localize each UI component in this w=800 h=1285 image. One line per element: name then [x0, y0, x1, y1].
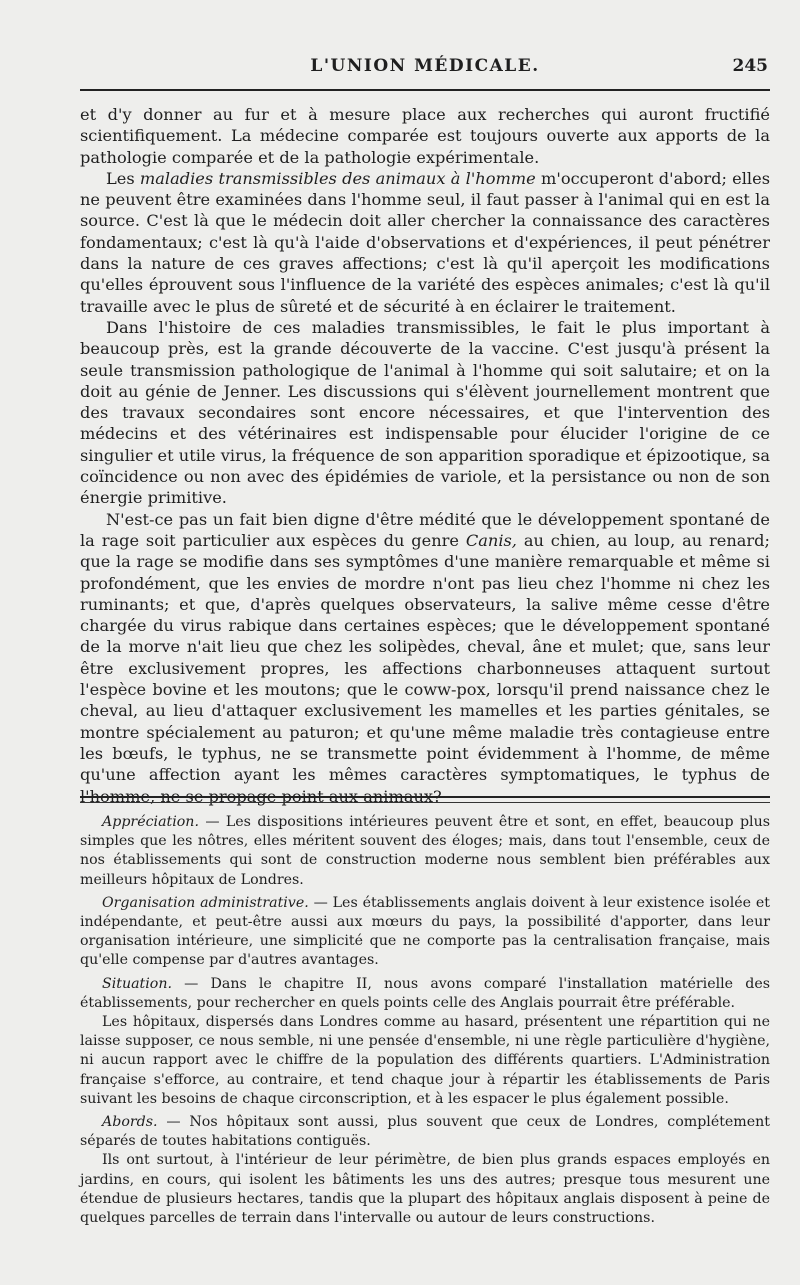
- lead-appreciation: Appréciation.: [102, 814, 199, 830]
- running-header: [80, 56, 770, 80]
- note-hopitaux: Les hôpitaux, dispersés dans Londres comme au hasard, présentent une répartition qui ne laisse supposer, ce nous semble, ni une pensée d'ensemble, ni une règle particulière d'hygiène, ni aucun rapport avec le chiffre de la population des différents quartiers. L'Administration française s'efforce, au contraire, et tend chaque jour à répartir les établissements de Paris suivant les besoins de chaque circonscription, et à les espacer le plus également possible.: [80, 1014, 770, 1107]
- note-organisation: Organisation administrative. — Les établissements anglais doivent à leur existence isolée et indépendante, et peut-être aussi aux mœurs du pays, la possibilité d'apporter, dans leur organisation intérieure, une simplicité que ne comporte pas la centralisation française, mais qu'elle compense par d'autres avantages.: [80, 894, 770, 969]
- note-abords: Abords. — Nos hôpitaux sont aussi, plus souvent que ceux de Londres, complétement séparés de toutes habitations contiguës.: [80, 1114, 770, 1150]
- note-situation: Situation. — Dans le chapitre II, nous avons comparé l'installation matérielle des établissements, pour rechercher en quels points celle des Anglais pourrait être préférable.: [80, 975, 770, 1011]
- header-rule: [80, 89, 770, 91]
- italic-phrase: maladies transmissibles des animaux à l'homme: [139, 168, 536, 188]
- paragraph-1: et d'y donner au fur et à mesure place aux recherches qui auront fructifié scientifiquement. La médecine comparée est toujours ouverte aux apports de la pathologie comparée et de la pathologie expérimentale.: [80, 105, 770, 167]
- italic-genus: Canis,: [465, 530, 517, 550]
- paragraph-4: N'est-ce pas un fait bien digne d'être médité que le développement spontané de la rage soit particulier aux espèces du genre Canis, au chien, au loup, au renard; que la rage se modifie dans ses symptômes d'une manière remarquable et même si profondément, que les envies de mordre n'ont pas lieu chez l'homme ni chez les ruminants; et que, d'après quelques observateurs, la salive même cesse d'être chargée du virus rabique dans certaines espèces; que le développement spontané de la morve n'ait lieu que chez les solipèdes, cheval, âne et mulet; que, sans leur être exclusivement propres, les affections charbonneuses attaquent surtout l'espèce bovine et les moutons; que le coww-pox, lorsqu'il prend naissance chez le cheval, au lieu d'attaquer exclusivement les mamelles et les parties génitales, se montre spécialement au paturon; et qu'une même maladie très contagieuse entre les bœufs, le typhus, ne se transmette point évidemment à l'homme, de même qu'une affection ayant les mêmes caractères symptomatiques, le typhus de l'homme, ne se propage point aux animaux?: [80, 509, 770, 806]
- lead-organisation: Organisation administrative.: [102, 894, 309, 911]
- note-appreciation: Appréciation. — Les dispositions intérieures peuvent être et sont, en effet, beaucoup plus simples que les nôtres, elles méritent souvent des éloges; mais, dans tout l'ensemble, ceux de nos établissements qui sont de construction moderne nous semblent bien préférables aux meilleurs hôpitaux de Londres.: [80, 814, 770, 888]
- page-number: 245: [732, 56, 768, 76]
- paragraph-2: Les maladies transmissibles des animaux à l'homme m'occuperont d'abord; elles ne peuvent être examinées dans l'homme seul, il faut passer à l'animal qui en est la source. C'est là que le médecin doit aller chercher la connaissance des caractères fondamentaux; c'est là qu'à l'aide d'observations et d'expériences, il peut pénétrer dans la nature de ces graves affections; c'est là qu'il aperçoit les modifications qu'elles éprouvent sous l'influence de la variété des espèces animales; c'est là qu'il travaille avec le plus de sûreté et de sécurité à en éclairer le traitement.: [80, 168, 770, 316]
- feuilleton-rule-bottom: [80, 802, 770, 803]
- feuilleton-rule-top: [80, 796, 770, 798]
- feuilleton-section: [80, 813, 770, 1232]
- paragraph-3: Dans l'histoire de ces maladies transmissibles, le fait le plus important à beaucoup près, est la grande découverte de la vaccine. C'est jusqu'à présent la seule transmission pathologique de l'animal à l'homme qui soit salutaire; et on la doit au génie de Jenner. Les discussions qui s'élèvent journellement montrent que des travaux secondaires sont encore nécessaires, et que l'intervention des médecins et des vétérinaires est indispensable pour élucider l'origine de ce singulier et utile virus, la fréquence de son apparition sporadique et épizootique, sa coïncidence ou non avec des épidémies de variole, et la persistance ou non de son énergie primitive.: [80, 317, 770, 508]
- lead-abords: Abords.: [102, 1114, 158, 1131]
- article-body: [80, 104, 770, 807]
- lead-situation: Situation.: [102, 975, 172, 992]
- note-surtout: Ils ont surtout, à l'intérieur de leur périmètre, de bien plus grands espaces employés en jardins, en cours, qui isolent les bâtiments les uns des autres; presque tous mesurent une étendue de plusieurs hectares, tandis que la plupart des hôpitaux anglais disposent à peine de quelques parcelles de terrain dans l'intervalle ou autour de leurs constructions.: [80, 1152, 770, 1227]
- journal-title: L'UNION MÉDICALE.: [310, 56, 540, 76]
